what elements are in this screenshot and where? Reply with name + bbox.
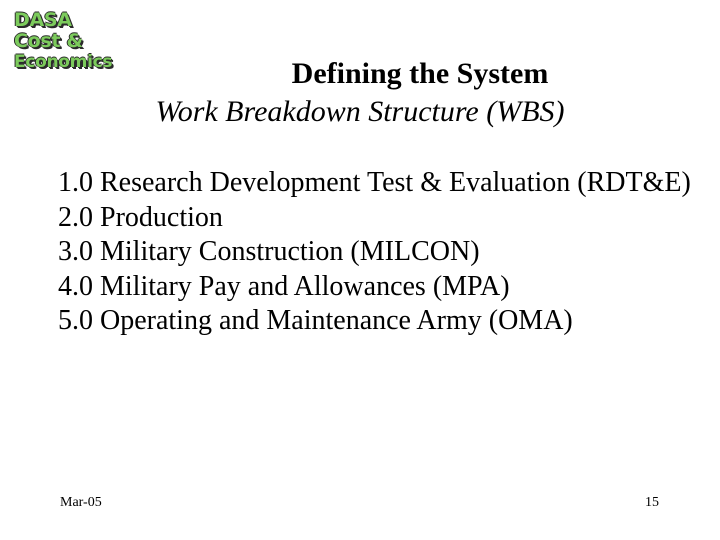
list-item: 3.0 Military Construction (MILCON) bbox=[58, 236, 480, 267]
list-item: 1.0 Research Development Test & Evaluation (RDT&E) bbox=[58, 167, 691, 198]
title-block bbox=[60, 54, 660, 130]
slide-title: Defining the System bbox=[291, 57, 549, 90]
logo-line-cost: Cost & bbox=[14, 30, 83, 52]
logo-line-economics: Economics bbox=[14, 52, 113, 72]
list-item: 4.0 Military Pay and Allowances (MPA) bbox=[58, 270, 510, 302]
footer-date: Mar-05 bbox=[60, 495, 102, 510]
page-number: 15 bbox=[645, 495, 659, 510]
logo-line-dasa: DASA bbox=[14, 9, 72, 31]
slide-subtitle: Work Breakdown Structure (WBS) bbox=[155, 95, 565, 128]
list-item: 5.0 Operating and Maintenance Army (OMA) bbox=[58, 305, 573, 336]
list-item: 2.0 Production bbox=[58, 201, 223, 233]
wbs-list bbox=[58, 166, 698, 339]
